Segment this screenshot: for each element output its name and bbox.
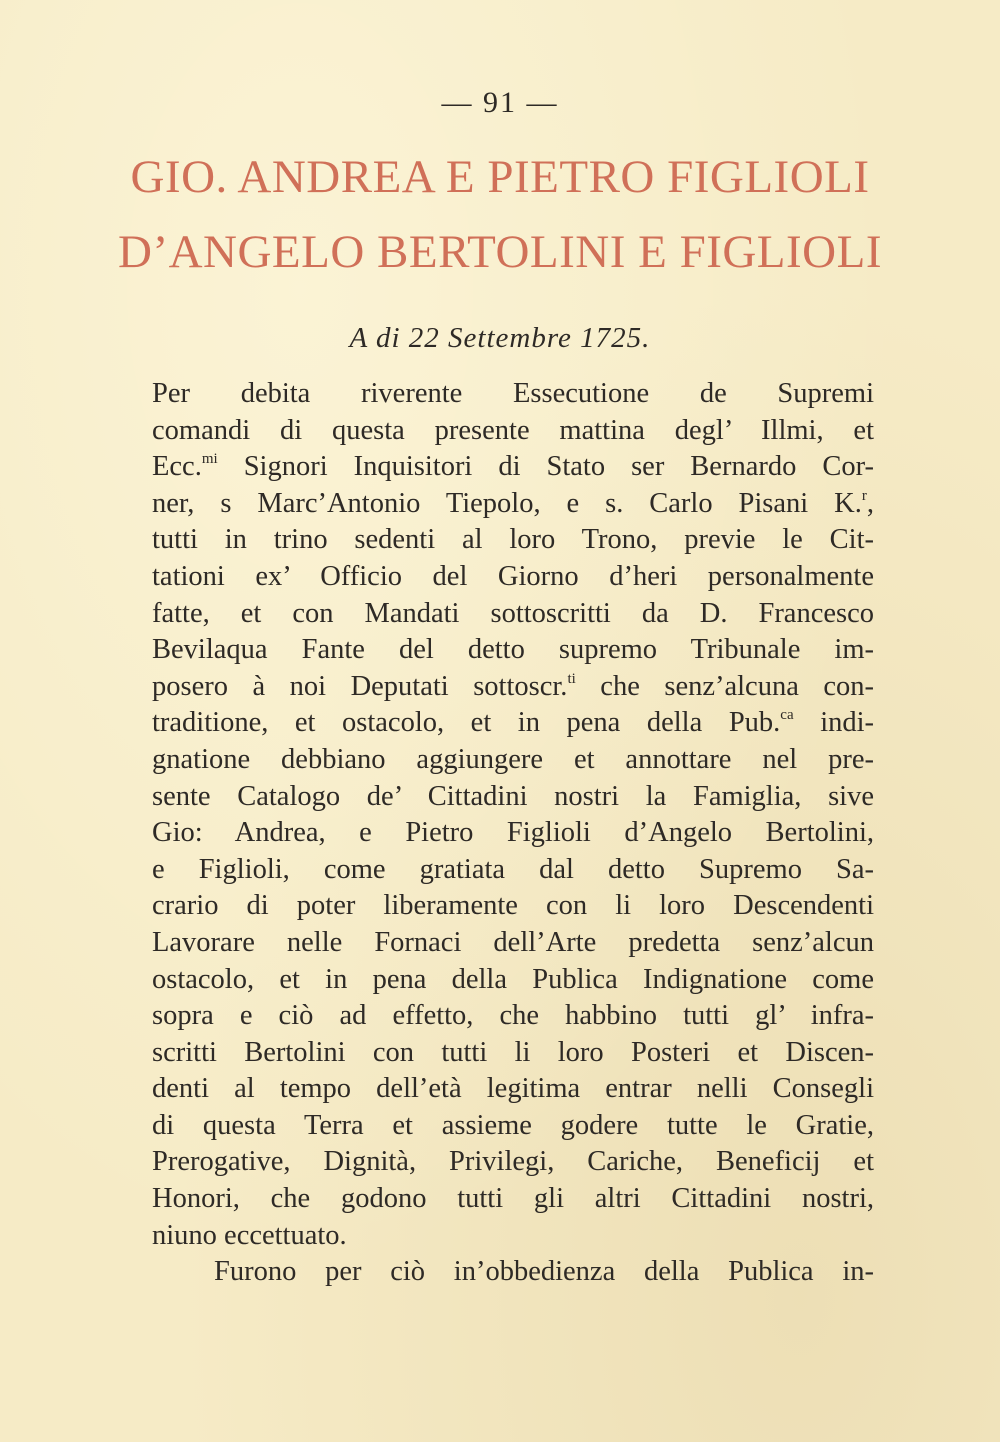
page-number: — 91 — xyxy=(441,86,559,119)
text-line: niuno eccettuato. xyxy=(152,1219,347,1251)
body-text xyxy=(152,376,874,1291)
text-line: sente Catalogo de’ Cittadini nostri la Famiglia, sive xyxy=(152,780,874,812)
text-fragment: indi- xyxy=(820,707,875,739)
text-fragment: Pub. xyxy=(728,707,781,739)
text-line xyxy=(152,705,874,742)
superscript: ti xyxy=(567,670,576,687)
text-line: Furono per ciò in’obbedienza della Publica in- xyxy=(214,1256,874,1288)
superscript: ca xyxy=(780,707,794,724)
text-fragment: posero à noi Deputati sottoscr. xyxy=(152,670,568,702)
text-line: ostacolo, et in pena della Publica Indignatione come xyxy=(152,963,874,995)
text-line: gnatione debbiano aggiungere et annottare nel pre- xyxy=(152,743,874,775)
text-line: fatte, et con Mandati sottoscritti da D. Francesco xyxy=(152,597,874,629)
text-line: tationi ex’ Officio del Giorno d’heri personalmente xyxy=(152,560,874,592)
text-line: e Figlioli, come gratiata dal detto Supremo Sa- xyxy=(152,853,874,885)
superscript: mi xyxy=(201,451,218,468)
text-fragment: traditione, et ostacolo, et in pena della xyxy=(152,707,703,739)
text-line: di questa Terra et assieme godere tutte le Gratie, xyxy=(152,1109,874,1141)
text-line: Per debita riverente Essecutione de Supremi xyxy=(152,378,874,409)
text-line: comandi di questa presente mattina degl’ Illmi, et xyxy=(152,414,874,446)
text-line: tutti in trino sedenti al loro Trono, previe le Cit- xyxy=(152,524,874,556)
text-line: Prerogative, Dignità, Privilegi, Cariche, Beneficij et xyxy=(152,1146,874,1178)
text-line: Gio: Andrea, e Pietro Figlioli d’Angelo Bertolini, xyxy=(152,817,874,849)
text-line xyxy=(152,449,874,486)
text-line xyxy=(152,669,874,706)
chapter-title-line-2: D’ANGELO BERTOLINI E FIGLIOLI xyxy=(118,226,882,278)
text-fragment: , xyxy=(866,487,875,519)
superscript: r xyxy=(861,487,867,504)
text-line: Bevilaqua Fante del detto supremo Tribunale im- xyxy=(152,634,874,666)
text-line: crario di poter liberamente con li loro Descendenti xyxy=(152,890,874,922)
chapter-title-line-1: GIO. ANDREA E PIETRO FIGLIOLI xyxy=(130,151,870,203)
text-fragment: Ecc. xyxy=(152,451,202,483)
text-line: sopra e ciò ad effetto, che habbino tutti gl’ infra- xyxy=(152,1000,874,1032)
text-fragment: K. xyxy=(834,487,862,519)
text-fragment: ner, s Marc’Antonio Tiepolo, e s. Carlo Pisani xyxy=(152,487,809,519)
text-fragment: che senz’alcuna con- xyxy=(600,670,874,702)
text-line: Honori, che godono tutti gli altri Cittadini nostri, xyxy=(152,1183,874,1215)
dateline: A di 22 Settembre 1725. xyxy=(349,322,651,354)
text-fragment: Signori Inquisitori di Stato ser Bernardo Cor- xyxy=(243,451,875,483)
text-line xyxy=(152,486,874,523)
text-line: scritti Bertolini con tutti li loro Posteri et Discen- xyxy=(152,1036,874,1068)
text-line: Lavorare nelle Fornaci dell’Arte predetta senz’alcun xyxy=(152,926,874,958)
text-line: denti al tempo dell’età legitima entrar nelli Consegli xyxy=(152,1073,874,1105)
